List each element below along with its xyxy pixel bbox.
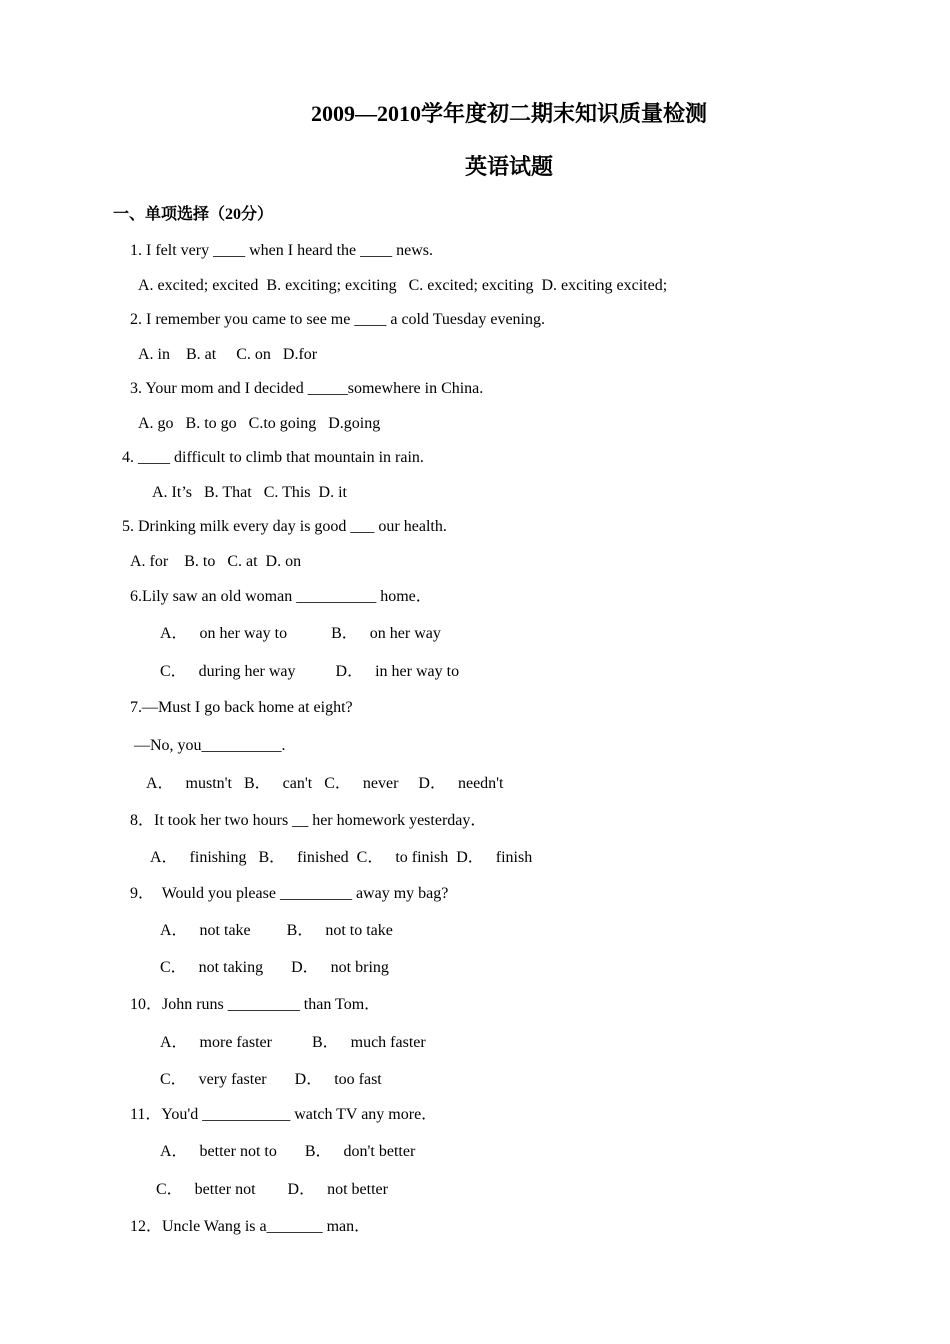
section-heading: 一、单项选择（20分） — [113, 206, 274, 223]
answer-line: —No, you__________. — [134, 737, 286, 754]
options-line: A. go B. to go C.to going D.going — [138, 415, 381, 432]
question-line: 10．John runs _________ than Tom． — [130, 996, 381, 1013]
options-line: A． not take B． not to take — [160, 922, 393, 939]
question-line: 12．Uncle Wang is a_______ man． — [130, 1218, 371, 1235]
options-line: A． mustn't B． can't C． never D． needn't — [146, 775, 504, 792]
question-line: 8．It took her two hours __ her homework yesterday． — [130, 812, 487, 829]
question-line: 5. Drinking milk every day is good ___ our health. — [122, 518, 447, 535]
options-line: C． very faster D． too fast — [160, 1071, 382, 1088]
options-line: C． better not D． not better — [156, 1181, 388, 1198]
options-line: A. It’s B. That C. This D. it — [152, 484, 347, 501]
options-line: C． not taking D． not bring — [160, 959, 389, 976]
question-line: 2. I remember you came to see me ____ a cold Tuesday evening. — [130, 311, 545, 328]
page-title: 2009—2010学年度初二期末知识质量检测 — [310, 101, 707, 126]
question-line: 1. I felt very ____ when I heard the ____ news. — [130, 242, 434, 259]
options-line: A. for B. to C. at D. on — [130, 553, 302, 570]
options-line: A. excited; excited B. exciting; exciting C. excited; exciting D. exciting excited; — [138, 277, 668, 294]
options-line: A. in B. at C. on D.for — [138, 346, 318, 363]
options-line: A． better not to B． don't better — [160, 1143, 416, 1160]
question-line: 4. ____ difficult to climb that mountain in rain. — [122, 449, 424, 466]
question-line: 9． Would you please _________ away my bag? — [130, 885, 449, 902]
page-subtitle: 英语试题 — [464, 154, 553, 179]
options-line: C． during her way D． in her way to — [160, 663, 460, 680]
options-line: A． finishing B． finished C． to finish D． finish — [150, 849, 533, 866]
options-line: A． on her way to B． on her way — [160, 625, 441, 642]
question-line: 7.—Must I go back home at eight? — [130, 699, 353, 716]
question-line: 3. Your mom and I decided _____somewhere in China. — [130, 380, 484, 397]
question-line: 6.Lily saw an old woman __________ home． — [130, 588, 432, 605]
question-line: 11．You'd ___________ watch TV any more． — [130, 1106, 438, 1123]
options-line: A． more faster B． much faster — [160, 1034, 426, 1051]
